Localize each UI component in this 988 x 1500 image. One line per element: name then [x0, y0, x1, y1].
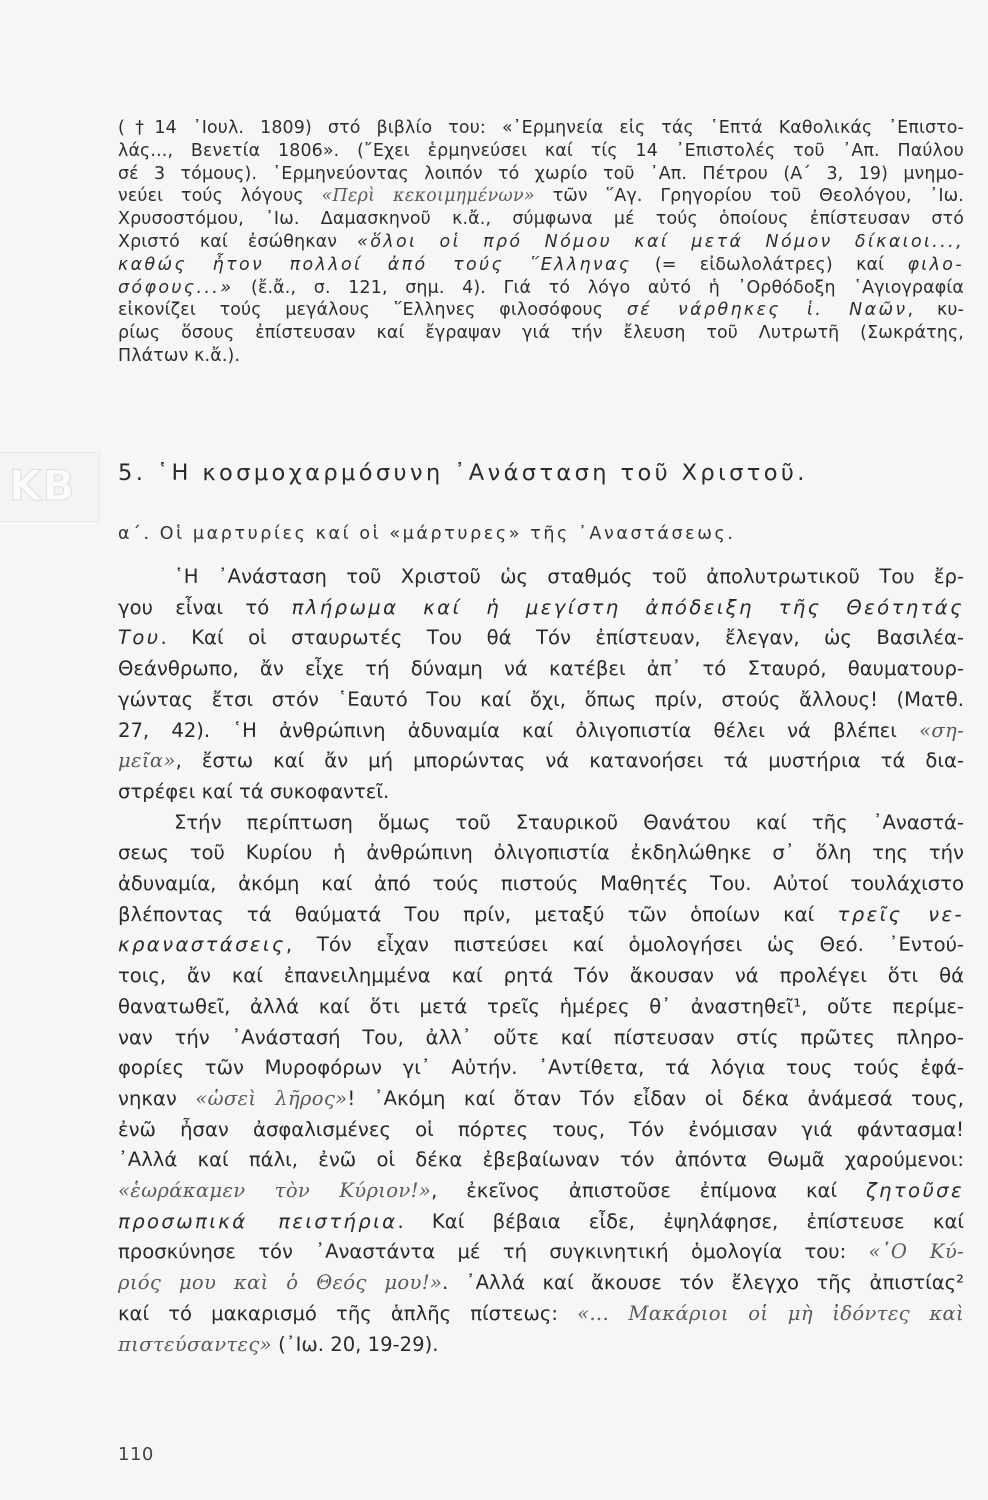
text-run: Θεάνθρωπο, ἄν εἶχε τή δύναμη νά κατέβει ἀπ᾿ τό Σταυρό, θαυματουρ- — [118, 657, 964, 681]
spaced-emphasis: τρεῖς νε- — [837, 902, 964, 926]
text-run: , ἐκεῖνος ἀπιστοῦσε ἐπίμονα καί — [431, 1179, 866, 1203]
chapter-marker — [0, 452, 100, 522]
footnote-line — [118, 140, 964, 163]
text-run: σεως τοῦ Κυρίου ἡ ἀνθρώπινη ὀλιγοπιστία ἐκδηλώθηκε σ᾿ ὅλη της τήν — [118, 841, 964, 865]
spaced-emphasis: προσωπικά πειστήρια — [118, 1209, 398, 1233]
body-line — [118, 1145, 964, 1176]
spaced-quote: καθώς ἦτον πολλοί ἀπό τούς ῞Ελληνας — [118, 254, 632, 275]
footnote-line — [118, 254, 964, 277]
section-title: α΄. Οἱ μαρτυρίες καί οἱ «μάρτυρες» τῆς ᾿Αναστάσεως. — [118, 524, 736, 544]
body-line — [118, 808, 964, 839]
page-number: 110 — [118, 1444, 154, 1465]
body-line — [118, 777, 964, 808]
text-run: καί τό μακαρισμό τῆς ἁπλῆς πίστεως: — [118, 1301, 578, 1325]
body-line — [118, 1237, 964, 1268]
quoted-word: «ἑωράκαμεν τὸν Κύριον!» — [118, 1179, 432, 1203]
text-run: , ἔστω καί ἄν μή μπορώντας νά κατανοήσει τά μυστήρια τά δια- — [175, 749, 964, 773]
body-line — [118, 1207, 964, 1238]
body-line — [118, 961, 964, 992]
quoted-word: μεῖα» — [118, 749, 176, 773]
body-line — [118, 869, 964, 900]
body-line — [118, 930, 964, 961]
body-line — [118, 1023, 964, 1054]
text-run: Χρυσοστόμου, ᾿Ιω. Δαμασκηνοῦ κ.ἄ., σύμφωνα μέ τούς ὁποίους ἐπίστευσαν στό — [118, 209, 964, 230]
body-line — [118, 900, 964, 931]
text-run: τοις, ἄν καί ἐπανειλημμένα καί ρητά Τόν ἄκουσαν νά προλέγει ὅτι θά — [118, 964, 964, 988]
body-line — [118, 992, 964, 1023]
text-run: φορίες τῶν Μυροφόρων γι᾿ Αὐτήν. ᾿Αντίθετα, τά λόγια τους τούς ἐφά- — [118, 1056, 964, 1080]
text-run: . Καί οἱ σταυρωτές Του θά Τόν ἐπίστευαν, ἔλεγαν, ὡς Βασιλέα- — [160, 626, 964, 650]
body-line — [118, 1330, 964, 1361]
footnote-line — [118, 322, 964, 345]
text-run: νεύει τούς λόγους — [118, 186, 322, 207]
text-run: προσκύνησε τόν ᾿Αναστάντα μέ τή συγκινητική ὁμολογία του: — [118, 1240, 869, 1264]
body-line — [118, 1299, 964, 1330]
text-run: Πλάτων κ.ἄ.). — [118, 345, 241, 366]
body-line — [118, 716, 964, 747]
text-run: τῶν ῞Αγ. Γρηγορίου τοῦ Θεολόγου, ᾿Ιω. — [534, 186, 964, 207]
quoted-word: πιστεύσαντες» — [118, 1332, 272, 1356]
text-run: ἀδυναμία, ἀκόμη καί ἀπό τούς πιστούς Μαθητές Του. Αὐτοί τουλάχιστο — [118, 872, 964, 896]
text-run: Χριστό καί ἐσώθηκαν — [118, 231, 358, 252]
body-line — [118, 593, 964, 624]
text-run: λάς..., Βενετία 1806». (῎Εχει ἑρμηνεύσει καί τίς 14 ᾿Επιστολές τοῦ ᾿Απ. Παύλου — [118, 140, 964, 161]
text-run: σέ 3 τόμους). ῾Ερμηνεύοντας λοιπόν τό χωρίο τοῦ ᾿Απ. Πέτρου (Α΄ 3, 19) μνημο- — [118, 163, 964, 184]
text-run: εἰκονίζει τούς μεγάλους ῞Ελληνες φιλοσόφους — [118, 300, 627, 321]
text-run: , Τόν εἶχαν πιστεύσει καί ὁμολογήσει ὡς Θεό. ᾿Εντού- — [285, 933, 964, 957]
text-run: βλέποντας τά θαύματά Του πρίν, μεταξύ τῶν ὁποίων καί — [118, 902, 838, 926]
quoted-word: «῾Ο Κύ- — [868, 1240, 964, 1264]
footnote-line — [118, 231, 964, 254]
spaced-quote: φιλο- — [907, 254, 965, 275]
text-run: ναν τήν ᾿Ανάστασή Του, ἀλλ᾿ οὔτε καί πίστευσαν στίς πρῶτες πληρο- — [118, 1025, 964, 1049]
spaced-emphasis: σέ νάρθηκες ἱ. Ναῶν — [626, 300, 908, 321]
footnote-continuation — [118, 117, 964, 368]
text-run: νηκαν — [118, 1086, 196, 1110]
body-line — [118, 746, 964, 777]
footnote-line — [118, 117, 964, 140]
footnote-line — [118, 185, 964, 208]
quoted-title: «Περὶ κεκοιμημένων» — [321, 186, 535, 207]
quoted-word: ριός μου καὶ ὁ Θεός μου!» — [118, 1271, 443, 1295]
body-line — [118, 623, 964, 654]
body-line — [118, 1084, 964, 1115]
text-run: γου εἶναι τό — [118, 595, 292, 619]
text-run: ἐνῶ ἦσαν ἀσφαλισμένες οἱ πόρτες τους, Τόν ἐνόμισαν γιά φάντασμα! — [118, 1117, 964, 1141]
text-run: (᾿Ιω. 20, 19-29). — [271, 1332, 439, 1356]
spaced-emphasis: κραναστάσεις — [118, 933, 286, 957]
body-line — [118, 562, 964, 593]
quoted-word: «ση- — [919, 718, 964, 742]
body-line — [118, 685, 964, 716]
footnote-line — [118, 299, 964, 322]
spaced-quote: «ὅλοι οἱ πρό Νόμου καί μετά Νόμον δίκαιοι..., — [357, 231, 964, 252]
footnote-line — [118, 277, 964, 300]
chapter-marker-label: KB — [9, 461, 76, 510]
spaced-emphasis: ζητοῦσε — [865, 1179, 964, 1203]
body-line — [118, 1268, 964, 1299]
body-line — [118, 1053, 964, 1084]
footnote-line — [118, 163, 964, 186]
spaced-emphasis: πλήρωμα καί ἡ μεγίστη ἀπόδειξη τῆς Θεότητάς — [291, 595, 964, 619]
body-line — [118, 838, 964, 869]
quoted-word: «... Μακάριοι οἱ μὴ ἰδόντες καὶ — [577, 1301, 964, 1325]
footnote-line — [118, 345, 964, 368]
text-run: θανατωθεῖ, ἀλλά καί ὅτι μετά τρεῖς ἡμέρες θ᾿ ἀναστηθεῖ¹, οὔτε περίμε- — [118, 994, 964, 1018]
text-run: (ἔ.ἄ., σ. 121, σημ. 4). Γιά τό λόγο αὐτό ἡ ᾿Ορθόδοξη ῾Αγιογραφία — [233, 277, 964, 298]
body-line — [118, 654, 964, 685]
text-run: στρέφει καί τά συκοφαντεῖ. — [118, 779, 390, 803]
chapter-title: 5. ῾Η κοσμοχαρμόσυνη ᾿Ανάσταση τοῦ Χριστοῦ. — [118, 460, 808, 486]
body-line — [118, 1115, 964, 1146]
text-run: (†14 ᾿Ιουλ. 1809) στό βιβλίο του: «᾿Ερμηνεία εἰς τάς ῾Επτά Καθολικάς ᾿Επιστο- — [118, 118, 964, 138]
body-text — [118, 562, 964, 1360]
text-run: γώντας ἔτσι στόν ῾Εαυτό Του καί ὄχι, ὅπως πρίν, στούς ἄλλους! (Ματθ. — [118, 687, 964, 711]
text-run: ῾Η ᾿Ανάσταση τοῦ Χριστοῦ ὡς σταθμός τοῦ ἀπολυτρωτικοῦ Του ἔρ- — [174, 565, 964, 588]
text-run: . Καί βέβαια εἶδε, ἐψηλάφησε, ἐπίστευσε καί — [397, 1209, 964, 1233]
text-run: 27, 42). ῾Η ἀνθρώπινη ἀδυναμία καί ὀλιγοπιστία θέλει νά βλέπει — [118, 718, 920, 742]
quoted-word: «ὡσεὶ λῆρος» — [195, 1086, 348, 1110]
text-run: ᾿Αλλά καί πάλι, ἐνῶ οἱ δέκα ἐβεβαίωναν τόν ἀπόντα Θωμᾶ χαρούμενοι: — [118, 1148, 964, 1172]
spaced-quote: σόφους...» — [118, 277, 234, 298]
text-run: ! ᾿Ακόμη καί ὅταν Τόν εἶδαν οἱ δέκα ἀνάμεσά τους, — [347, 1086, 964, 1110]
text-run: (= εἰδωλολάτρες) καί — [631, 254, 908, 275]
footnote-line — [118, 208, 964, 231]
text-run: , κυ- — [907, 300, 964, 321]
text-run: . ᾿Αλλά καί ἄκουσε τόν ἔλεγχο τῆς ἀπιστίας² — [442, 1271, 965, 1295]
body-line — [118, 1176, 964, 1207]
text-run: Στήν περίπτωση ὅμως τοῦ Σταυρικοῦ Θανάτου καί τῆς ᾿Αναστά- — [174, 810, 964, 834]
spaced-emphasis: Του — [118, 626, 161, 650]
text-run: ρίως ὅσους ἐπίστευσαν καί ἔγραψαν γιά τήν ἔλευση τοῦ Λυτρωτῆ (Σωκράτης, — [118, 323, 964, 344]
